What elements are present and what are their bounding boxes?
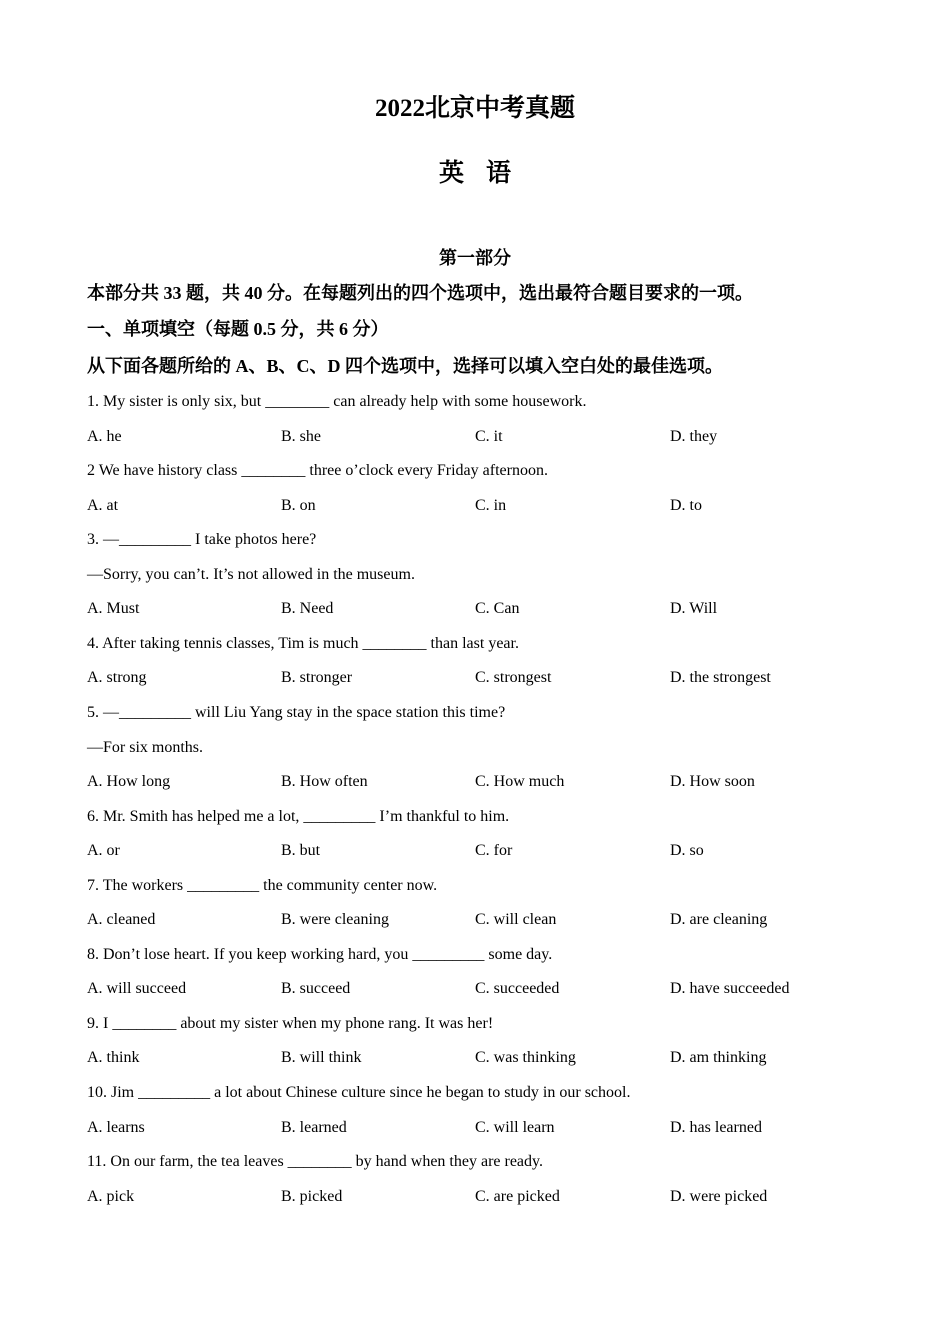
question-1-option-b: B. she	[281, 428, 321, 445]
question-5-stem-reply: —For six months.	[87, 739, 204, 756]
exam-title: 2022北京中考真题	[374, 95, 575, 122]
question-4-option-c: C. strongest	[475, 669, 552, 686]
question-8-option-d: D. have succeeded	[670, 980, 790, 997]
instruction-line-2: 一、单项填空（每题 0.5 分，共 6 分）	[87, 319, 389, 339]
question-4-option-a: A. strong	[87, 669, 147, 686]
question-5-option-d: D. How soon	[670, 773, 755, 790]
question-3-option-c: C. Can	[475, 600, 520, 617]
question-9-option-d: D. am thinking	[670, 1049, 767, 1066]
question-3-option-a: A. Must	[87, 600, 140, 617]
question-4-stem: 4. After taking tennis classes, Tim is much ________ than last year.	[87, 635, 519, 652]
question-2-option-b: B. on	[281, 497, 316, 514]
question-9-stem: 9. I ________ about my sister when my phone rang. It was her!	[87, 1015, 494, 1032]
instruction-line-3: 从下面各题所给的 A、B、C、D 四个选项中，选择可以填入空白处的最佳选项。	[87, 356, 723, 376]
question-3-stem: 3. —_________ I take photos here?	[87, 531, 317, 548]
subject-title: 英语	[438, 160, 533, 187]
question-3-option-b: B. Need	[281, 600, 334, 617]
question-1-stem: 1. My sister is only six, but ________ can already help with some housework.	[87, 393, 587, 410]
question-9-option-a: A. think	[87, 1049, 140, 1066]
question-8-option-b: B. succeed	[281, 980, 351, 997]
question-9-option-b: B. will think	[281, 1049, 362, 1066]
question-3-stem-reply: —Sorry, you can’t. It’s not allowed in the museum.	[87, 566, 415, 583]
question-11-option-b: B. picked	[281, 1188, 343, 1205]
question-5-stem: 5. —_________ will Liu Yang stay in the space station this time?	[87, 704, 506, 721]
question-4-option-b: B. stronger	[281, 669, 353, 686]
question-7-option-c: C. will clean	[475, 911, 557, 928]
question-1-option-c: C. it	[475, 428, 503, 445]
question-8-stem: 8. Don’t lose heart. If you keep working hard, you _________ some day.	[87, 946, 553, 963]
question-2-stem: 2 We have history class ________ three o’clock every Friday afternoon.	[87, 462, 548, 479]
question-2-option-c: C. in	[475, 497, 507, 514]
question-3-option-d: D. Will	[670, 600, 718, 617]
question-4-option-d: D. the strongest	[670, 669, 771, 686]
question-10-stem: 10. Jim _________ a lot about Chinese culture since he began to study in our school.	[87, 1084, 631, 1101]
question-7-option-d: D. are cleaning	[670, 911, 768, 928]
question-9-option-c: C. was thinking	[475, 1049, 576, 1066]
question-10-option-b: B. learned	[281, 1119, 347, 1136]
question-6-stem: 6. Mr. Smith has helped me a lot, _________ I’m thankful to him.	[87, 808, 510, 825]
question-11-stem: 11. On our farm, the tea leaves ________ by hand when they are ready.	[87, 1153, 543, 1170]
question-6-option-a: A. or	[87, 842, 120, 859]
question-6-option-d: D. so	[670, 842, 704, 859]
question-5-option-c: C. How much	[475, 773, 565, 790]
question-1-option-a: A. he	[87, 428, 122, 445]
question-8-option-a: A. will succeed	[87, 980, 187, 997]
question-2-option-a: A. at	[87, 497, 119, 514]
question-10-option-a: A. learns	[87, 1119, 145, 1136]
question-6-option-b: B. but	[281, 842, 321, 859]
question-11-option-c: C. are picked	[475, 1188, 560, 1205]
question-10-option-d: D. has learned	[670, 1119, 762, 1136]
question-2-option-d: D. to	[670, 497, 702, 514]
question-11-option-d: D. were picked	[670, 1188, 768, 1205]
section-title: 第一部分	[439, 248, 511, 268]
question-7-option-b: B. were cleaning	[281, 911, 389, 928]
instruction-line-1: 本部分共 33 题，共 40 分。在每题列出的四个选项中，选出最符合题目要求的一项。	[87, 283, 753, 303]
question-11-option-a: A. pick	[87, 1188, 135, 1205]
question-1-option-d: D. they	[670, 428, 718, 445]
question-5-option-b: B. How often	[281, 773, 368, 790]
question-5-option-a: A. How long	[87, 773, 171, 790]
question-7-option-a: A. cleaned	[87, 911, 156, 928]
question-7-stem: 7. The workers _________ the community center now.	[87, 877, 438, 894]
question-10-option-c: C. will learn	[475, 1119, 555, 1136]
question-6-option-c: C. for	[475, 842, 513, 859]
question-8-option-c: C. succeeded	[475, 980, 560, 997]
